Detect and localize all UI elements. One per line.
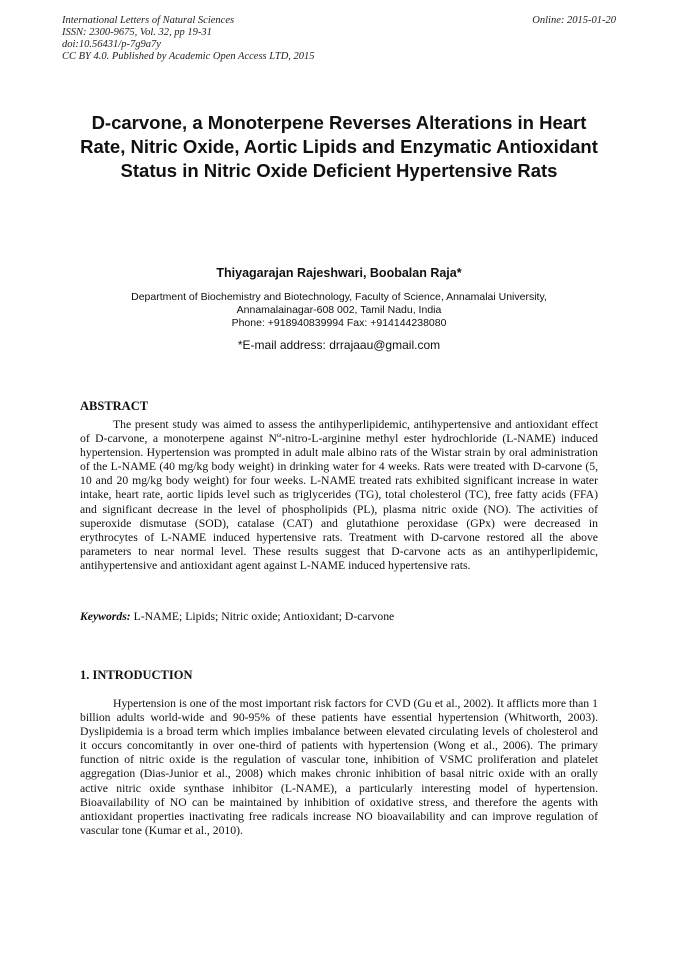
introduction-heading: 1. INTRODUCTION <box>80 668 193 682</box>
keywords <box>80 610 598 623</box>
affiliation-line-2: Annamalainagar-608 002, Tamil Nadu, India <box>236 304 442 316</box>
abstract-text-part-1: The present study was aimed to assess the antihyperlipidemic, antihypertensive and antioxidant effect of D-carvone, a monoterpene against N <box>80 418 598 446</box>
journal-header <box>62 15 315 63</box>
abstract-heading: ABSTRACT <box>80 399 149 413</box>
affiliation <box>90 291 588 330</box>
abstract-text-part-2: -nitro-L-arginine methyl ester hydrochloride (L-NAME) induced hypertension. Hypertension was prompted in adult male albino rats of the Wistar strain by oral administration of the L-NAME (40 mg/kg body weight) in drinking water for 4 weeks. Rats were treated with D-carvone (5, 10 and 20 mg/kg body weight) for four weeks. L-NAME treated rats exhibited significant increase in water intake, heart rate, aortic lipids level such as triglycerides (TG), total cholesterol (TC), free fatty acids (FFA) and significant decrease in the level of phospholipids (PL), plasma nitric oxide (NO). The activities of superoxide dismutase (SOD), catalase (CAT) and glutathione peroxidase (GPx) were decreased in erythrocytes of L-NAME induced hypertensive rats. Treatment with D-carvone restored all the above parameters to near normal level. These results suggest that D-carvone acts as an antihyperlipidemic, antihypertensive and antioxidant agent against L-NAME induced hypertensive rats. <box>80 432 598 572</box>
affiliation-line-3: Phone: +918940839994 Fax: +914144238080 <box>231 317 447 329</box>
issn-line: ISSN: 2300-9675, Vol. 32, pp 19-31 <box>62 27 212 38</box>
authors: Thiyagarajan Rajeshwari, Boobalan Raja* <box>216 266 462 280</box>
doi-line: doi:10.56431/p-7g9a7y <box>62 39 161 50</box>
introduction-text: Hypertension is one of the most important risk factors for CVD (Gu et al., 2002). It afflicts more than 1 billion adults world-wide and 90-95% of these patients have essential hypertension (Whitworth, 2003). Dyslipidemia is a broad term which implies imbalance between elevated circulating levels of cholesterol and it occurs concomitantly in over one-third of patients with hypertension (Wong et al., 2006). The primary function of nitric oxide is the regulation of vascular tone, inhibition of VSMC proliferation and platelet aggregation (Dias-Junior et al., 2008) which makes chronic inhibition of basal nitric oxide with an orally active nitric oxide synthase inhibitor (L-NAME), a particularly interesting model of hypertension. Bioavailability of NO can be maintained by inhibition of oxidative stress, and therefore the agents with antioxidant properties inactivating free radicals increase NO bioavailability and can improve regulation of vascular tone (Kumar et al., 2010). <box>80 697 598 837</box>
online-date: Online: 2015-01-20 <box>532 15 616 26</box>
license-line: CC BY 4.0. Published by Academic Open Access LTD, 2015 <box>62 51 315 62</box>
email-line: *E-mail address: drrajaau@gmail.com <box>237 338 441 352</box>
paper-title: D-carvone, a Monoterpene Reverses Alterations in Heart Rate, Nitric Oxide, Aortic Lipids and Enzymatic Antioxidant Status in Nitric Oxide Deficient Hypertensive Rats <box>80 112 598 181</box>
abstract-text <box>80 418 598 573</box>
keywords-text: L-NAME; Lipids; Nitric oxide; Antioxidant; D-carvone <box>130 610 395 623</box>
affiliation-line-1: Department of Biochemistry and Biotechnology, Faculty of Science, Annamalai University, <box>131 291 547 303</box>
journal-name: International Letters of Natural Sciences <box>62 15 235 26</box>
omega-superscript: ω <box>276 431 282 440</box>
keywords-label: Keywords: <box>80 610 131 623</box>
